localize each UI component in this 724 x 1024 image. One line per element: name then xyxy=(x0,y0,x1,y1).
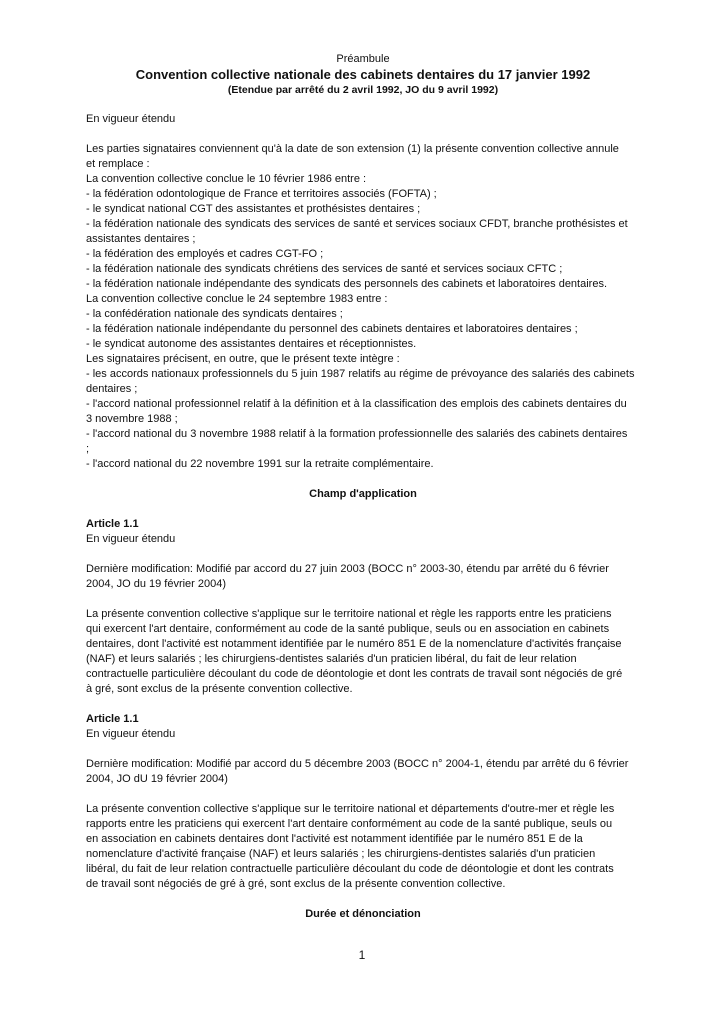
text-line: La convention collective conclue le 24 septembre 1983 entre : xyxy=(86,293,388,305)
text-line: - les accords nationaux professionnels du 5 juin 1987 relatifs au régime de prévoyance des salariés des cabinets xyxy=(86,368,635,380)
text-line: - le syndicat autonome des assistantes dentaires et réceptionnistes. xyxy=(86,338,417,350)
text-line: 2004, JO dU 19 février 2004) xyxy=(86,773,228,785)
text-line: Les parties signataires conviennent qu'à la date de son extension (1) la présente convention collective annule xyxy=(86,143,619,155)
text-line: - la fédération nationale indépendante du personnel des cabinets dentaires et laboratoires dentaires ; xyxy=(86,323,578,335)
article-modification xyxy=(86,757,640,787)
text-line: nomenclature d'activité française (NAF) et leurs salariés ; les chirurgiens-dentistes salariés d'un praticien xyxy=(86,848,596,860)
section-title-champ: Champ d'application xyxy=(309,488,417,500)
document-page xyxy=(86,52,640,922)
text-line: - la fédération odontologique de France et territoires associés (FOFTA) ; xyxy=(86,188,437,200)
text-line: à gré, sont exclus de la présente convention collective. xyxy=(86,683,353,695)
article-status: En vigueur étendu xyxy=(86,533,176,545)
text-line: rapports entre les praticiens qui exercent l'art dentaire conformément au code de la santé publique, seuls ou xyxy=(86,818,613,830)
text-line: - le syndicat national CGT des assistantes et prothésistes dentaires ; xyxy=(86,203,421,215)
text-line: - la fédération nationale indépendante des syndicats des personnels des cabinets et laboratoires dentaires. xyxy=(86,278,608,290)
text-line: - la fédération nationale des syndicats chrétiens des services de santé et services sociaux CFTC ; xyxy=(86,263,563,275)
text-line: libéral, du fait de leur relation contractuelle particulière découlant du code de déontologie et dont les contrats xyxy=(86,863,614,875)
text-line: contractuelle particulière découlant du code de déontologie et dont les contrats de travail sont négociés de gré xyxy=(86,668,623,680)
text-line: - l'accord national du 3 novembre 1988 relatif à la formation professionnelle des salariés des cabinets dentaires xyxy=(86,428,628,440)
text-line: 2004, JO du 19 février 2004) xyxy=(86,578,227,590)
text-line: - la fédération des employés et cadres CGT-FO ; xyxy=(86,248,324,260)
text-line: - l'accord national professionnel relatif à la définition et à la classification des emplois des cabinets dentaires du xyxy=(86,398,627,410)
article-modification xyxy=(86,562,640,592)
text-line: et remplace : xyxy=(86,158,150,170)
text-line: en association en cabinets dentaires dont l'activité est notamment identifiée par le numéro 851 E de la xyxy=(86,833,583,845)
text-line: (NAF) et leurs salariés ; les chirurgiens-dentistes salariés d'un praticien libéral, du fait de leur relation xyxy=(86,653,577,665)
text-line: dentaires ; xyxy=(86,383,138,395)
text-line: La présente convention collective s'applique sur le territoire national et règle les rapports entre les praticiens xyxy=(86,608,612,620)
preamble-label: Préambule xyxy=(336,53,390,65)
text-line: La présente convention collective s'applique sur le territoire national et départements d'outre-mer et règle les xyxy=(86,803,615,815)
text-line: 3 novembre 1988 ; xyxy=(86,413,178,425)
text-line: Les signataires précisent, en outre, que le présent texte intègre : xyxy=(86,353,400,365)
document-subtitle: (Etendue par arrêté du 2 avril 1992, JO du 9 avril 1992) xyxy=(227,84,499,96)
text-line: de travail sont négociés de gré à gré, sont exclus de la présente convention collective. xyxy=(86,878,506,890)
section-title-duree: Durée et dénonciation xyxy=(305,908,421,920)
intro-paragraph xyxy=(86,142,640,472)
text-line: La convention collective conclue le 10 février 1986 entre : xyxy=(86,173,367,185)
document-title: Convention collective nationale des cabinets dentaires du 17 janvier 1992 xyxy=(135,67,591,82)
text-line: qui exercent l'art dentaire, conformément au code de la santé publique, seuls ou en association en cabinets xyxy=(86,623,610,635)
text-line: dentaires, dont l'activité est notamment identifiée par le numéro 851 E de la nomenclature d'activités française xyxy=(86,638,622,650)
page-number: 1 xyxy=(358,948,366,962)
text-line: - l'accord national du 22 novembre 1991 sur la retraite complémentaire. xyxy=(86,458,434,470)
text-line: - la confédération nationale des syndicats dentaires ; xyxy=(86,308,343,320)
text-line: - la fédération nationale des syndicats des services de santé et services sociaux CFDT, branche prothésistes et xyxy=(86,218,628,230)
article-status: En vigueur étendu xyxy=(86,728,176,740)
article-title: Article 1.1 xyxy=(86,713,139,725)
text-line: assistantes dentaires ; xyxy=(86,233,196,245)
text-line: Dernière modification: Modifié par accord du 27 juin 2003 (BOCC n° 2003-30, étendu par arrêté du 6 février xyxy=(86,563,609,575)
text-line: ; xyxy=(86,443,90,455)
article-title: Article 1.1 xyxy=(86,518,139,530)
article-body xyxy=(86,802,640,892)
text-line: Dernière modification: Modifié par accord du 5 décembre 2003 (BOCC n° 2004-1, étendu par arrêté du 6 février xyxy=(86,758,629,770)
intro-status: En vigueur étendu xyxy=(86,113,176,125)
article-body xyxy=(86,607,640,697)
